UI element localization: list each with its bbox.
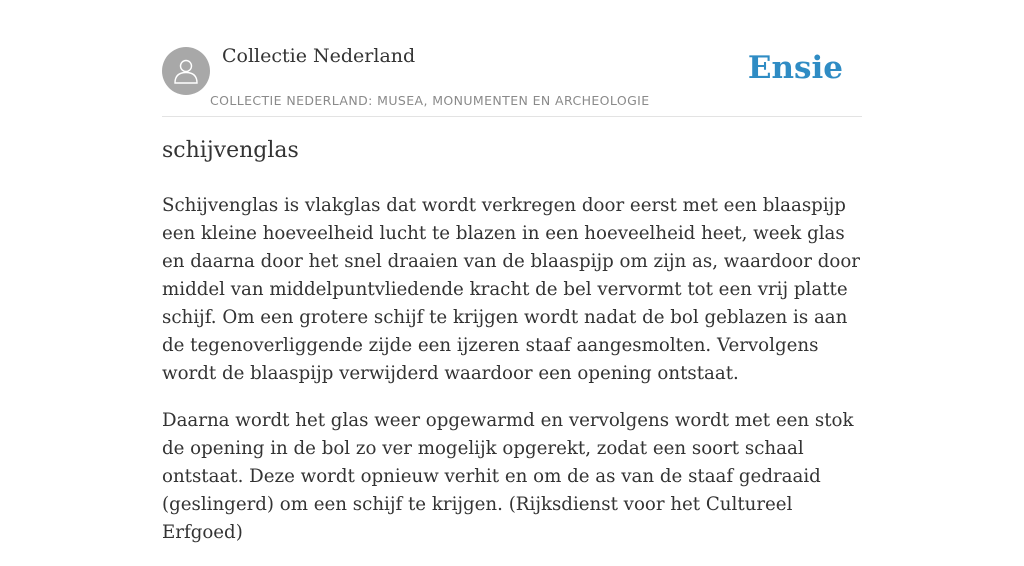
user-icon	[171, 56, 201, 86]
article-body	[162, 192, 862, 566]
article-paragraph: Daarna wordt het glas weer opgewarmd en vervolgens wordt met een stok de opening in de bol zo ver mogelijk opgerekt, zodat een soort schaal ontstaat. Deze wordt opnieuw verhit en om de as van de staaf gedraaid (geslingerd) om een schijf te krijgen. (Rijksdienst voor het Cultureel Erfgoed)	[162, 410, 854, 543]
article-paragraph: Schijvenglas is vlakglas dat wordt verkregen door eerst met een blaaspijp een kleine hoeveelheid lucht te blazen in een hoeveelheid heet, week glas en daarna door het snel draaien van de blaaspijp om zijn as, waardoor door middel van middelpuntvliedende kracht de bel vervormt tot een vrij platte schijf. Om een grotere schijf te krijgen wordt nadat de bol geblazen is aan de tegenoverliggende zijde een ijzeren staaf aangesmolten. Vervolgens wordt de blaaspijp verwijderd waardoor een opening ontstaat.	[162, 195, 860, 384]
brand-logo[interactable]: Ensie	[747, 50, 843, 86]
avatar[interactable]	[162, 47, 210, 95]
page	[162, 0, 862, 543]
header	[162, 0, 862, 117]
collection-label[interactable]: COLLECTIE NEDERLAND: MUSEA, MONUMENTEN EN ARCHEOLOGIE	[210, 93, 650, 108]
author-name[interactable]: Collectie Nederland	[222, 45, 416, 67]
article-title: schijvenglas	[162, 138, 299, 163]
